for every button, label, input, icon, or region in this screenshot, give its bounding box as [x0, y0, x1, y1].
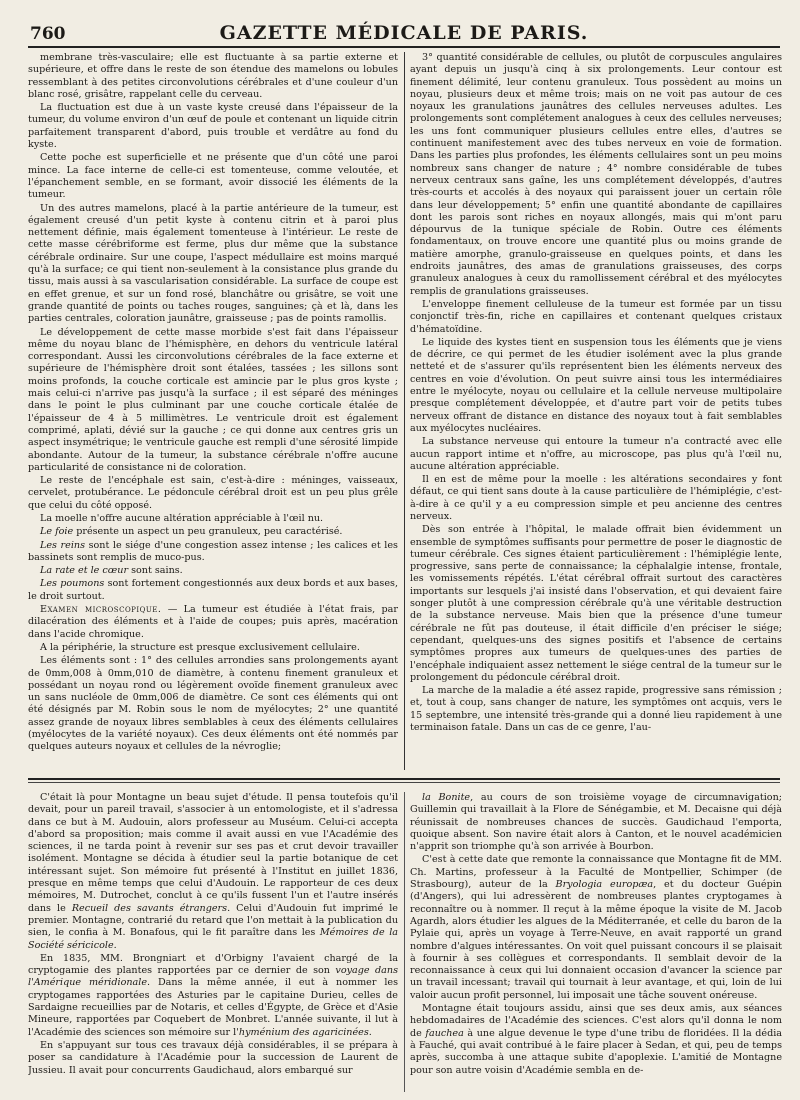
paragraph: [28, 540, 398, 565]
paragraph: 3° quantité considérable de cellules, ou plutôt de corpuscules angulaires ayant depuis un jusqu'à cinq à six prolongements. Leur contour est finement délimité, leur contenu granuleux. Tous possèdent au moins un noyau, plusieurs deux et même trois; mais on ne voit pas autour de ces noyaux les granulations jaunâtres des cellules nerveuses adultes. Les prolongements sont complétement analogues à ceux des cellules nerveuses; les uns font communiquer plusieurs cellules entre elles, d'autres se continuent manifestement avec des tubes nerveux en voie de formation. Dans les parties plus profondes, les éléments cellulaires sont un peu moins nombreux sans changer de nature ; 4° nombre considérable de tubes nerveux centraux sans gaîne, les uns complétement développés, d'autres très-courts et accolés à des noyaux qui paraissent jouer un certain rôle dans leur développement; 5° enfin une quantité abondante de capillaires dont les parois sont riches en noyaux allongés, mais qui m'ont paru dépourvus de la tunique spéciale de Robin. Outre ces éléments fondamentaux, on trouve encore une quantité plus ou moins grande de matière amorphe, granulo-graisseuse en quelques points, et dans les endroits jaunâtres, des amas de granulations graisseuses, des corps granuleux analogues à ceux du ramollissement cérébral et des myélocytes remplis de granulations graisseuses.: [410, 52, 782, 297]
section-label: Examen microscopique.: [40, 604, 162, 616]
paragraph: Un des autres mamelons, placé à la partie antérieure de la tumeur, est également creusé d'un petit kyste à contenu citrin et à paroi plus nettement définie, mais également tomenteuse à l'intérieur. Le reste de cette masse cérébriforme est ferme, plus dur même que la substance cérébrale ordinaire. Sur une coupe, l'aspect médullaire est moins marqué qu'à la surface; ce qui tient non-seulement à la consistance plus grande du tissu, mais aussi à sa vascularisation considérable. La surface de coupe est en effet grenue, et sur un fond rosé, blanchâtre ou grisâtre, se voit une grande quantité de points ou taches rouges, sanguines; çà et là, dans les parties centrales, coloration jaunâtre, graisseuse ; pas de points ramollis.: [28, 202, 398, 325]
paragraph: La fluctuation est due à un vaste kyste creusé dans l'épaisseur de la tumeur, du volume environ d'un œuf de poule et contenant un liquide citrin parfaitement transparent d'abord, puis trouble et verdâtre au fond du kyste.: [28, 102, 398, 151]
paragraph-text: . Celui d'Audouin fut imprimé le premier. Montagne, contrarié du retard que l'on mettait à la publication du sien, le confia à M. Bonafous, qui le fit paraître dans les: [28, 902, 398, 939]
paragraph-text: sont fortement congestionnés aux deux bords et aux bases, le droit surtout.: [28, 578, 398, 602]
paragraph: [28, 526, 398, 538]
paragraph: L'enveloppe finement celluleuse de la tumeur est formée par un tissu conjonctif très-fin, riche en capillaires et contenant quelques cristaux d'hématoïdine.: [410, 298, 782, 335]
paragraph-text: , et du docteur Guépin (d'Angers), qui lui adressèrent de nombreuses plantes cryptogames à reconnaître ou à nommer. Il reçut à la même époque la visite de M. Jacob Agardh, alors étudier les algues de la Méditerranée, et celle du baron de la Pylaie qui, après un voyage à Terre-Neuve, en avait rapporté un grand nombre d'algues intéressantes. On voit quel puissant concours il se plaisait à fournir à ses collègues et correspondants. Il semblait devoir de la reconnaissance à ceux qui lui donnaient occasion d'avancer la science par un travail incessant; travail qui tournait à leur avantage, et qui, loin de lui valoir aucun profit personnel, lui imposait une tâche souvent onéreuse.: [410, 879, 782, 1001]
paragraph: membrane très-vasculaire; elle est fluctuante à sa partie externe et supérieure, et offre dans le reste de son étendue des mamelons ou lobules ressemblant à des petites circonvolutions cérébrales et d'une couleur d'un blanc rosé, grisâtre, rappelant celle du cerveau.: [28, 52, 398, 100]
paragraph-text: C'était là pour Montagne un beau sujet d'étude. Il pensa toutefois qu'il devait, pour un pareil travail, s'associer à un entomologiste, et il s'adressa dans ce but à M. Audouin, alors professeur au Muséum. Celui-ci accepta d'abord sa proposition; mais comme il avait aussi en vue l'Académie des sciences, il ne tarda point à revenir sur ses pas et crut devoir travailler isolément. Montagne se décida à étudier seul la partie botanique de cet intéressant sujet. Son mémoire fut présenté à l'Institut en juillet 1836, presque en même temps que celui d'Audouin. Le rapporteur de ces deux mémoires, M. Dutrochet, conclut à ce qu'ils fussent l'un et l'autre insérés dans le: [28, 792, 398, 914]
paragraph-text: En 1835, MM. Brongniart et d'Orbigny l'avaient chargé de la cryptogamie des plantes rapportées par ce dernier de son: [28, 952, 398, 977]
paragraph-text: sont le siége d'une congestion assez intense ; les calices et les bassinets sont remplis de muco-pus.: [28, 539, 398, 563]
paragraph: [28, 565, 398, 577]
paragraph-text: .: [368, 1026, 372, 1038]
paragraph: La moelle n'offre aucune altération appréciable à l'œil nu.: [40, 512, 324, 524]
paragraph-text: présente un aspect un peu granuleux, peu caractérisé.: [73, 526, 343, 538]
paragraph: [410, 854, 782, 1002]
organ-label: Les poumons: [40, 578, 105, 590]
column-divider-top: [404, 52, 405, 770]
section-divider: [28, 778, 780, 780]
paragraph-text: C'est à cette date que remonte la connaissance que Montagne fit de MM. Ch. Martins, professeur à la Faculté de Montpellier, Schimper (de Strasbourg), auteur de la: [410, 854, 782, 891]
paragraph-text: — La tumeur est étudiée à l'état frais, par dilacération des éléments et à l'aide de coupes; puis après, macération dans l'acide chromique.: [28, 604, 398, 640]
paragraph-text: . Dans la même année, il eut à nommer les cryptogames rapportées des Asturies par le capitaine Durieu, celles de Sardaigne recueillies par de Notaris, et celles d'Égypte, de Grèce et d'Asie Mineure, rapportées par Coquebert de Monbret. L'année suivante, il lut à l'Académie des sciences son mémoire sur l': [28, 977, 398, 1038]
publication-title: hyménium des agaricinées: [238, 1026, 369, 1038]
paragraph: Le reste de l'encéphale est sain, c'est-à-dire : méninges, vaisseaux, cervelet, protubérance. Le pédoncule cérébral droit est un peu plus grêle que celui du côté opposé.: [28, 475, 398, 511]
paragraph: Cette poche est superficielle et ne présente que d'un côté une paroi mince. La face interne de celle-ci est tomenteuse, comme veloutée, et l'épanchement semble, en se formant, avoir dissocié les éléments de la tumeur.: [28, 152, 398, 201]
publication-title: Recueil des savants étrangers: [71, 902, 228, 914]
publication-title: voyage dans l'Amérique méridionale: [28, 965, 398, 989]
paragraph-text: sont sains.: [128, 565, 183, 577]
paragraph: Dès son entrée à l'hôpital, le malade offrait bien évidemment un ensemble de symptômes suffisants pour permettre de poser le diagnostic de tumeur cérébrale. Ces signes étaient particulièrement : l'hémiplégie lente, progressive, sans perte de connaissance; la céphalalgie intense, frontale, les vomissements répétés. L'état cérébral offrait surtout des caractères importants sur lesquels j'ai insisté dans l'observation, et qui devaient faire songer plutôt à une compression cérébrale qu'à une véritable destruction de la substance nerveuse. Mais bien que la présence d'une tumeur cérébrale ne fût pas douteuse, il était difficile d'en préciser le siége; cependant, quelques-uns des signes positifs et l'absence de certains symptômes propres aux tumeurs de quelques-unes des parties de l'encéphale indiquaient assez nettement le siége central de la tumeur sur le prolongement du pédoncule cérébral droit.: [410, 524, 782, 683]
paragraph: En s'appuyant sur tous ces travaux déjà considérables, il se prépara à poser sa candidature à l'Académie pour la succession de Laurent de Jussieu. Il avait pour concurrents Gaudichaud, alors embarqué sur: [28, 1039, 398, 1076]
page-number: 760: [30, 24, 66, 44]
organ-label: Les reins: [40, 539, 85, 551]
ship-name: la Bonite: [422, 792, 471, 803]
paragraph: La substance nerveuse qui entoure la tumeur n'a contracté avec elle aucun rapport intime et n'offre, au microscope, pas plus qu'à l'œil nu, aucune altération appréciable.: [410, 436, 782, 472]
column-bottom-left: [28, 792, 398, 1092]
organ-label: Le foie: [40, 526, 74, 538]
species-name: fauchea: [425, 1027, 464, 1039]
paragraph: Le développement de cette masse morbide s'est fait dans l'épaisseur même du noyau blanc de l'hémisphère, en dehors du ventricule latéral correspondant. Aussi les circonvolutions cérébrales de la face externe et supérieure de l'hémisphère droit sont étalées, tassées ; les sillons sont moins profonds, la couche corticale est amincie par le plus gros kyste ; mais celui-ci n'arrive pas jusqu'à la surface ; il est séparé des méninges dans le point le plus culminant par une couche corticale étalée de l'épaisseur de 4 à 5 millimètres. Le ventricule droit est également comprimé, aplati, dévié sur la gauche ; ce qui donne aux centres gris un aspect insymétrique; le ventricule gauche est rempli d'une sérosité limpide abondante. Autour de la tumeur, la substance cérébrale n'offre aucune particularité de consistance ni de coloration.: [28, 326, 398, 473]
paragraph-text: .: [113, 939, 117, 951]
column-top-right: [410, 52, 782, 770]
column-bottom-right: [410, 792, 782, 1092]
paragraph: Il en est de même pour la moelle : les altérations secondaires y font défaut, ce qui tient sans doute à la cause particulière de l'hémiplégie, c'est-à-dire à ce qu'il y a eu compression simple et peu ancienne des centres nerveux.: [410, 474, 782, 522]
column-top-left: [28, 52, 398, 772]
paragraph: [28, 578, 398, 603]
paragraph-text: , au cours de son troisième voyage de circumnavigation; Guillemin qui travaillait à la Flore de Sénégambie, et M. Decaisne qui déjà réunissait de nombreuses chances de succès. Gaudichaud l'emporta, quoique absent. Son navire était alors à Canton, et le nouvel académicien n'apprit son triomphe qu'à son arrivée à Bourbon.: [410, 792, 782, 853]
paragraph: [28, 953, 398, 1039]
paragraph: [410, 792, 782, 853]
section-divider-thin: [28, 782, 780, 783]
page-header: [28, 16, 780, 48]
publication-title: Bryologia europæa: [555, 879, 654, 891]
paragraph-text: à une algue devenue le type d'une tribu de floridées. Il la dédia à Fauché, qui avait contribué à le faire placer à Sedan, et qui, peu de temps après, succomba à une attaque subite d'apoplexie. L'amitié de Montagne pour son autre voisin d'Académie sembla en de-: [410, 1027, 782, 1076]
journal-title: GAZETTE MÉDICALE DE PARIS.: [219, 22, 589, 44]
paragraph: [28, 604, 398, 641]
publication-title: Mémoires de la Société séricicole: [28, 927, 398, 951]
paragraph: Le liquide des kystes tient en suspension tous les éléments que je viens de décrire, ce qui permet de les étudier isolément avec la plus grande netteté et de s'assurer qu'ils représentent bien les éléments nerveux des centres en voie d'évolution. On peut suivre ainsi tous les intermédiaires entre le myélocyte, noyau ou cellulaire et la cellule nerveuse multipolaire presque complétement développée, et d'autre part voir de petits tubes nerveux offrant de distance en distance des noyaux tout à fait semblables aux myélocytes nucléaires.: [410, 336, 782, 434]
paragraph: La marche de la maladie a été assez rapide, progressive sans rémission ; et, tout à coup, sans changer de nature, les symptômes ont acquis, vers le 15 septembre, une intensité très-grande qui a donné lieu rapidement à une terminaison fatale. Dans un cas de ce genre, l'au-: [410, 685, 782, 734]
column-divider-bottom: [404, 792, 405, 1092]
organ-label: La rate et le cœur: [40, 565, 129, 577]
paragraph: [28, 792, 398, 952]
paragraph: A la périphérie, la structure est presque exclusivement cellulaire.: [40, 641, 360, 653]
paragraph: Les éléments sont : 1° des cellules arrondies sans prolongements ayant de 0mm,008 à 0mm,010 de diamètre, à contenu finement granuleux et possédant un noyau rond ou légèrement ovoïde finement granuleux avec un sans nucléole de 0mm,006 de diamètre. Ce sont ces éléments qui ont été désignés par M. Robin sous le nom de myélocytes; 2° une quantité assez grande de noyaux libres semblables à ceux des éléments cellulaires (myélocytes de la variété noyaux). Ces deux éléments ont été nommés par quelques auteurs noyaux et cellules de la névroglie;: [28, 655, 398, 753]
paragraph: [410, 1003, 782, 1077]
paragraph-text: Montagne était toujours assidu, ainsi que ses deux amis, aux séances hebdomadaires de l'Académie des sciences. C'est alors qu'il donna le nom de: [410, 1003, 782, 1039]
